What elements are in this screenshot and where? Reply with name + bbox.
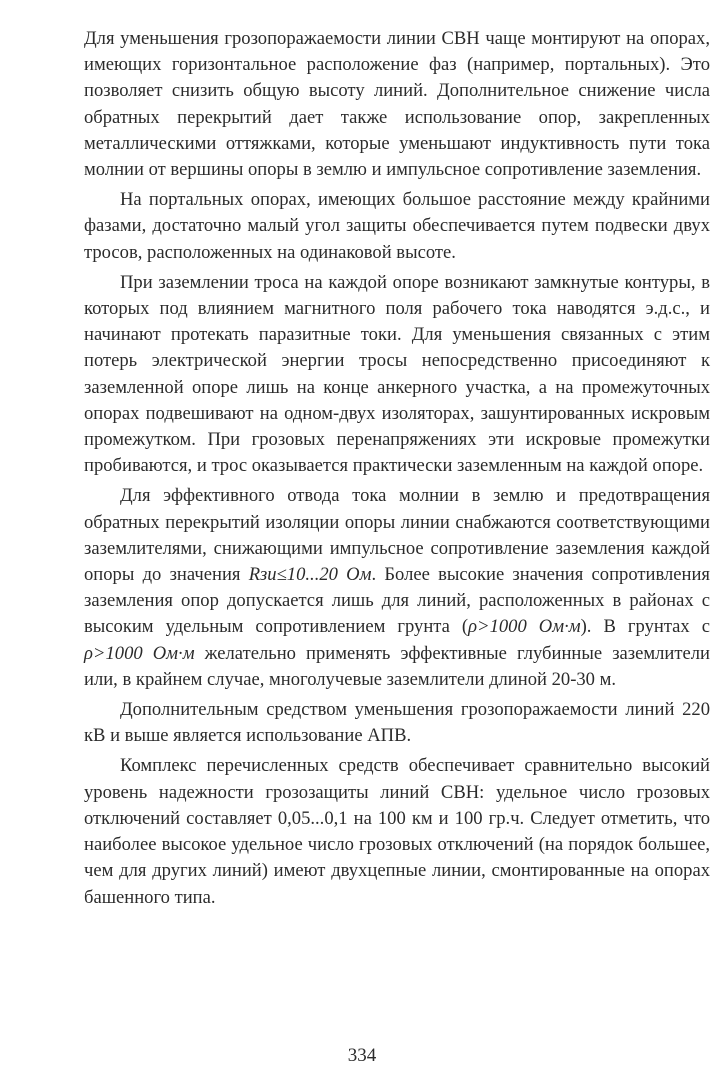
page-number: 334 [347, 1045, 377, 1066]
formula-resistance: Rзи≤10...20 Ом [248, 564, 372, 586]
paragraph-3: При заземлении троса на каждой опоре возникают замкнутые контуры, в которых под влиянием магнитного поля рабочего тока наводятся э.д.с., и начинают протекать паразитные токи. Для уменьшения связанных с этим потерь электрической энергии тросы непосредственно присоединяют к заземленной опоре лишь на конце анкерного участка, а на промежуточных опорах подвешивают на одном-двух изоляторах, зашунтированных искровым промежутком. При грозовых перенапряжениях эти искровые промежутки пробиваются, и трос оказывается практически заземленным на каждой опоре. [84, 271, 710, 477]
paragraph-5: Дополнительным средством уменьшения грозопоражаемости линий 220 кВ и выше является использование АПВ. [84, 699, 710, 747]
paragraph-4-text-c: ). В грунтах с [580, 616, 710, 638]
paragraph-4-text-b: . Более высокие значения сопротивления заземления опор допускается лишь для линий, расположенных в районах с высоким удельным сопротивлением грунта ( [84, 564, 710, 638]
document-page [84, 26, 710, 1066]
formula-resistivity-2: ρ>1000 Ом·м [84, 642, 195, 664]
paragraph-4-text-a: Для эффективного отвода тока молнии в землю и предотвращения обратных перекрытий изоляции опоры линии снабжаются соответствующими заземлителями, снижающими импульсное сопротивление заземления каждой опоры до значения [84, 485, 710, 586]
paragraph-1: Для уменьшения грозопоражаемости линии СВН чаще монтируют на опорах, имеющих горизонтальное расположение фаз (например, портальных). Это позволяет снизить общую высоту линий. Дополнительное снижение числа обратных перекрытий дает также использование опор, закрепленных металлическими оттяжками, которые уменьшают индуктивность пути тока молнии от вершины опоры в землю и импульсное сопротивление заземления. [84, 28, 710, 181]
paragraph-6: Комплекс перечисленных средств обеспечивает сравнительно высокий уровень надежности грозозащиты линий СВН: удельное число грозовых отключений составляет 0,05...0,1 на 100 км и 100 гр.ч. Следует отметить, что наиболее высокое удельное число грозовых отключений (на порядок большее, чем для других линий) имеют двухцепные линии, смонтированные на опорах башенного типа. [84, 755, 710, 908]
formula-resistivity-1: ρ>1000 Ом·м [468, 616, 581, 638]
paragraph-4 [84, 483, 710, 693]
paragraph-4-text-d: желательно применять эффективные глубинные заземлители или, в крайнем случае, многолучевые заземлители длиной 20-30 м. [84, 642, 710, 690]
paragraph-2: На портальных опорах, имеющих большое расстояние между крайними фазами, достаточно малый угол защиты обеспечивается путем подвески двух тросов, расположенных на одинаковой высоте. [84, 189, 710, 263]
